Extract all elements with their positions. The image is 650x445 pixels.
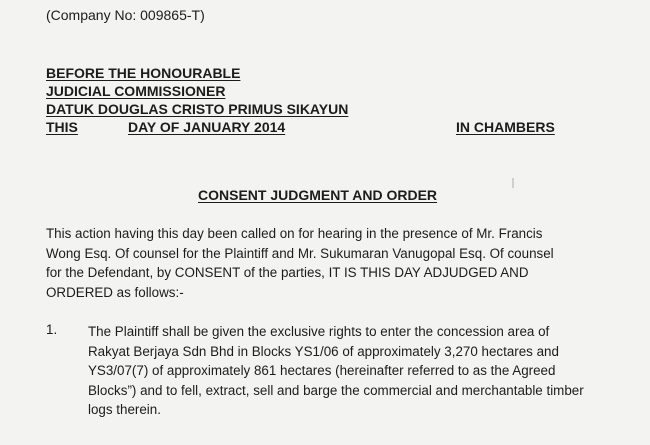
- this-word: THIS: [46, 119, 78, 135]
- document-title: CONSENT JUDGMENT AND ORDER: [198, 187, 438, 203]
- heading-line-3: DATUK DOUGLAS CRISTO PRIMUS SIKAYUN: [46, 101, 349, 117]
- in-chambers: IN CHAMBERS: [456, 119, 555, 135]
- day-month-text: DAY OF JANUARY 2014: [128, 119, 286, 135]
- date-line: [46, 118, 566, 136]
- scan-mark: [512, 178, 514, 188]
- clause-text: The Plaintiff shall be given the exclusive rights to enter the concession area of Rakyat Berjaya Sdn Bhd in Blocks YS1/06 of approximately 3,270 hectares and YS3/07(7) of approximately 861 hectares (hereinafter referred to as the Agreed Blocks”) and to fell, extract, sell and barge the commercial and merchantable timber logs therein.: [88, 324, 584, 418]
- clause-number: 1.: [46, 322, 58, 337]
- company-number: (Company No: 009865-T): [46, 7, 205, 23]
- heading-line-2: JUDICIAL COMMISSIONER: [46, 83, 226, 99]
- intro-paragraph: This action having this day been called on for hearing in the presence of Mr. Francis Wong Esq. Of counsel for the Plaintiff and Mr. Sukumaran Vanugopal Esq. Of counsel for the Defendant, by CONSENT of the parties, IT IS THIS DAY ADJUDGED AND ORDERED as follows:-: [46, 226, 554, 300]
- court-heading: [46, 64, 566, 136]
- heading-line-1: BEFORE THE HONOURABLE: [46, 65, 241, 81]
